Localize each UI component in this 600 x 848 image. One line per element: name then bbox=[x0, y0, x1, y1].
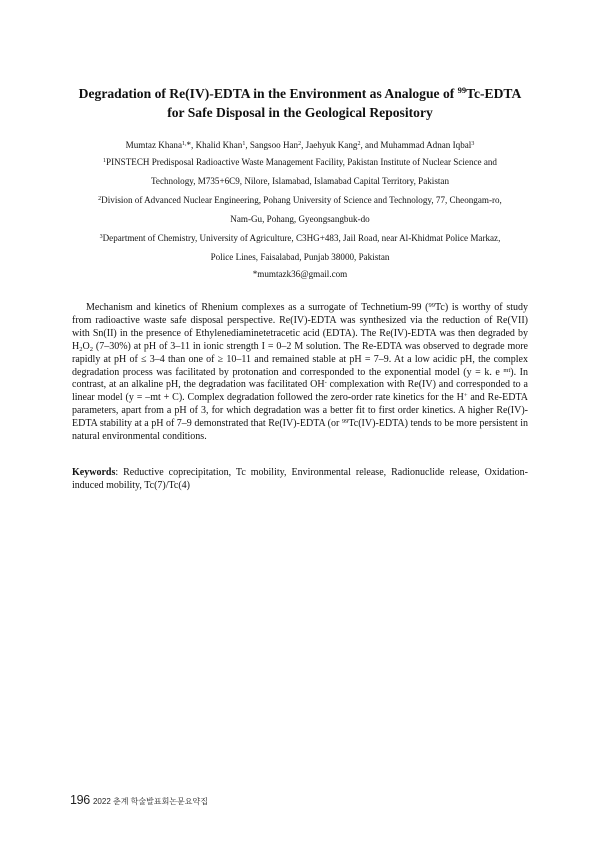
affiliation-text: Technology, M735+6C9, Nilore, Islamabad, Islamabad Capital Territory, Pakistan bbox=[151, 176, 449, 186]
abstract-sub: 2 bbox=[89, 345, 93, 353]
title-text-1: Degradation of Re(IV)-EDTA in the Environment as Analogue of bbox=[78, 86, 458, 101]
affiliation-2-line-1 bbox=[40, 194, 560, 206]
keywords-paragraph bbox=[72, 467, 528, 493]
affiliation-text: Department of Chemistry, University of Agriculture, C3HG+483, Jail Road, near Al-Khidmat Police Markaz, bbox=[102, 233, 501, 243]
abstract-text: complexation with Re(IV) and corresponded to a linear model (y = –mt + C). Complex degradation followed the zero-order rate kinetics for the H bbox=[72, 379, 528, 404]
author-sep: *, bbox=[186, 140, 196, 150]
footer-text: 2022 춘계 학술발표회논문요약집 bbox=[92, 797, 208, 806]
author-sep: , and bbox=[360, 140, 381, 150]
author-list bbox=[40, 139, 560, 151]
abstract-text: and Re-EDTA parameters, apart from a pH of 3, for which degradation was a better fit to first order kinetics. A higher Re(IV)-EDTA stability at a pH of 7–9 demonstrated that Re(IV)-EDTA (or bbox=[72, 392, 528, 430]
corresponding-email: *mumtazk36@gmail.com bbox=[252, 269, 348, 279]
author-sep: , bbox=[245, 140, 250, 150]
abstract-text: ). In contrast, at an alkaline pH, the degradation was facilitated OH bbox=[72, 366, 528, 391]
affiliation-sup: 2 bbox=[98, 196, 102, 202]
page-footer bbox=[70, 791, 208, 809]
affiliation-text: PINSTECH Predisposal Radioactive Waste Management Facility, Pakistan Institute of Nuclear Science and bbox=[106, 157, 497, 167]
abstract-sub: 2 bbox=[79, 345, 83, 353]
affiliation-text: Police Lines, Faisalabad, Punjab 38000, Pakistan bbox=[210, 252, 390, 262]
author-name: Sangsoo Han bbox=[249, 140, 299, 150]
author-sup: 2 bbox=[298, 141, 302, 147]
affiliation-3-line-2 bbox=[40, 251, 560, 263]
title-superscript: 99 bbox=[457, 85, 467, 95]
abstract-sup: 99 bbox=[341, 418, 349, 426]
affiliation-text: Division of Advanced Nuclear Engineering, Pohang University of Science and Technology, 77, Cheongam-ro, bbox=[101, 195, 502, 205]
abstract-sup: - bbox=[324, 379, 327, 387]
affiliation-text: Nam-Gu, Pohang, Gyeongsangbuk-do bbox=[230, 214, 370, 224]
keywords-label: Keywords bbox=[72, 467, 116, 478]
keywords-text: : Reductive coprecipitation, Tc mobility, Environmental release, Radionuclide release, Oxidation-induced mobility, Tc(7)/Tc(4) bbox=[72, 467, 528, 491]
author-sup: 2 bbox=[357, 141, 361, 147]
abstract-sup: 99 bbox=[428, 302, 436, 309]
abstract-text: Mechanism and kinetics of Rhenium complexes as a surrogate of Technetium-99 ( bbox=[86, 302, 429, 313]
abstract-sup: + bbox=[463, 392, 468, 400]
abstract-text: (7–30%) at pH of 3–11 in ionic strength I = 0–2 M solution. The Re-EDTA was observed to degrade more rapidly at pH of ≤ 3–4 than one of ≥ 10–11 and remained stable at pH = 7–9. At a low acidic pH, the complex degradation process was facilitated by protonation and corresponded to the exponential model (y = k. e bbox=[72, 340, 528, 378]
affiliation-1-line-1 bbox=[40, 156, 560, 168]
author-sup: 3 bbox=[471, 141, 475, 147]
title-text-2: Tc-EDTA for Safe Disposal in the Geological Repository bbox=[167, 86, 522, 120]
affiliation-1-line-2 bbox=[40, 175, 560, 187]
author-name: Jaehyuk Kang bbox=[305, 140, 358, 150]
abstract-paragraph bbox=[72, 302, 528, 444]
affiliation-2-line-2 bbox=[40, 213, 560, 225]
affiliation-sup: 3 bbox=[99, 234, 103, 240]
author-sep: , bbox=[301, 140, 306, 150]
abstract-text: Tc(IV)-EDTA) tends to be more persistent in natural environmental conditions. bbox=[72, 418, 528, 443]
affiliation-3-line-1 bbox=[40, 232, 560, 244]
abstract-sup: mt bbox=[503, 366, 511, 374]
paper-title bbox=[70, 84, 530, 122]
author-name: Muhammad Adnan Iqbal bbox=[380, 140, 472, 150]
page-number: 196 bbox=[70, 793, 90, 807]
author-name: Mumtaz Khana bbox=[125, 140, 182, 150]
affiliation-sup: 1 bbox=[103, 158, 107, 164]
author-sup: 1 bbox=[242, 141, 246, 147]
author-name: Khalid Khan bbox=[195, 140, 243, 150]
abstract-text: Tc) is worthy of study from radioactive waste safe disposal perspective. Re(IV)-EDTA was synthesized via the reduction of Re(VII) with Sn(II) in the presence of Ethylenediaminetetracetic acid (EDTA). The Re(IV)-EDTA was then degraded by H bbox=[72, 302, 528, 352]
author-sup: 1, bbox=[181, 141, 187, 147]
abstract-text: O bbox=[82, 340, 90, 352]
